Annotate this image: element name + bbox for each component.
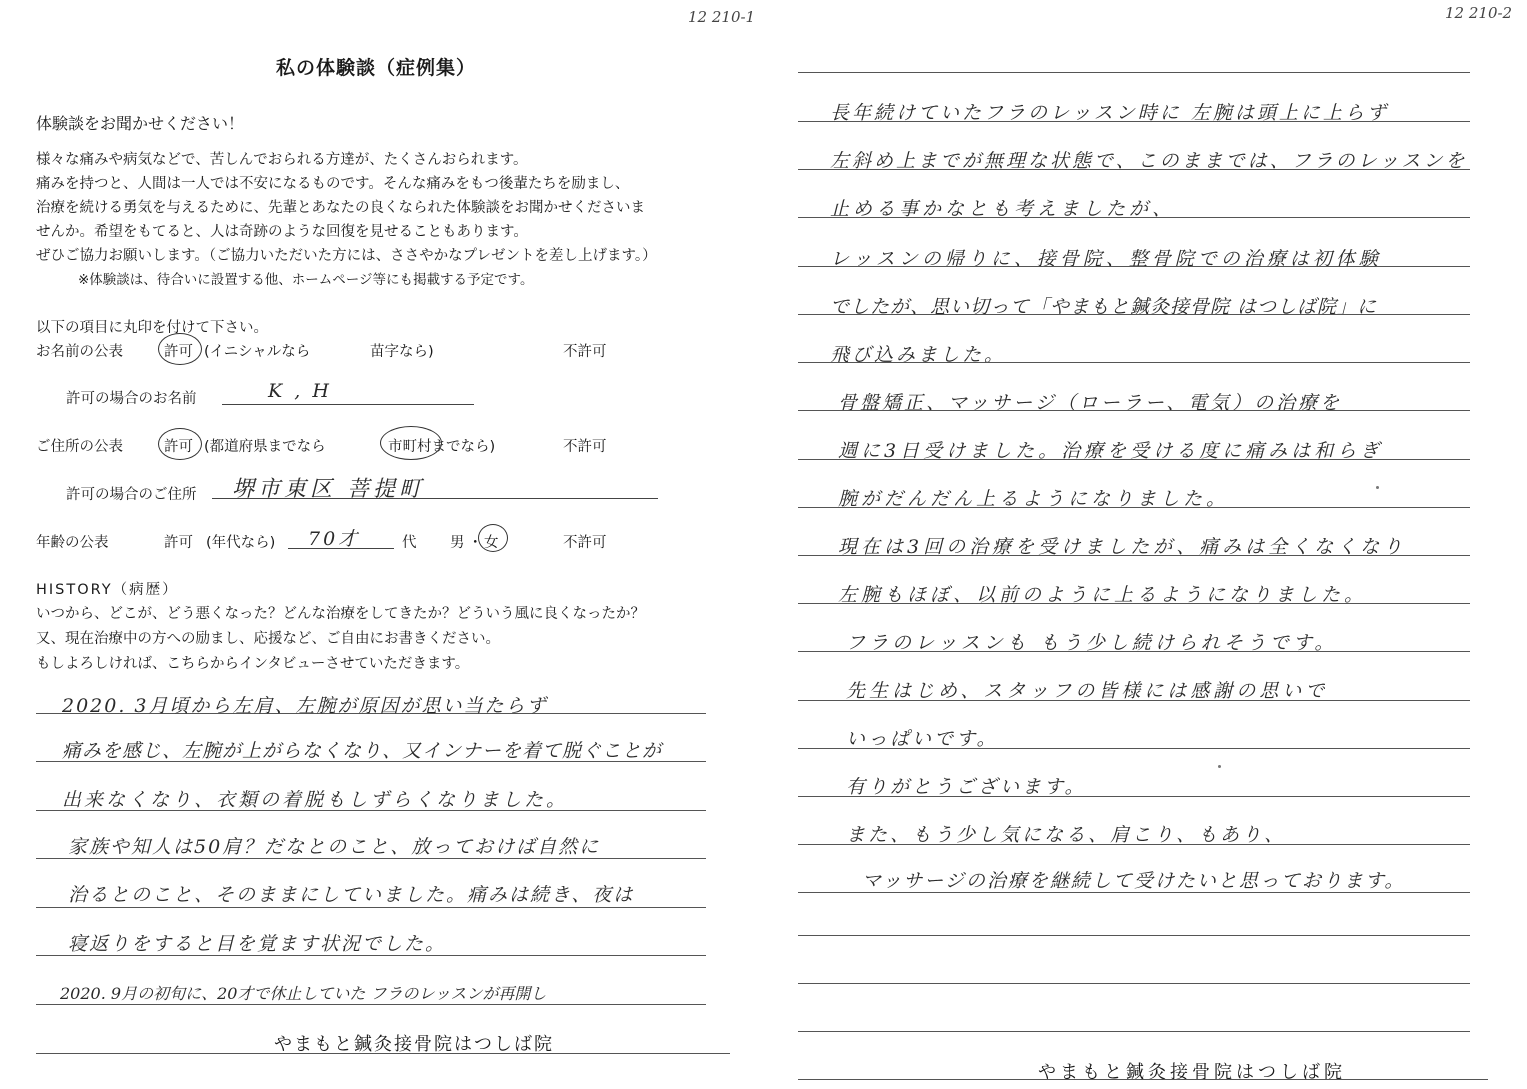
age-female-circle	[478, 524, 508, 552]
address-value-underline	[212, 498, 658, 499]
name-initial-option[interactable]: (イニシャルなら	[204, 344, 311, 360]
address-value[interactable]: 堺市東区 菩提町	[232, 477, 425, 502]
age-publish-label: 年齢の公表	[36, 535, 109, 551]
age-separator: ・	[468, 535, 483, 551]
right-footer-rule	[798, 1079, 1488, 1080]
handwritten-line: 出来なくなり、衣類の着脱もしずらくなりました。	[62, 789, 569, 811]
left-footer-rule	[36, 1053, 730, 1054]
page-title: 私の体験談（症例集）	[276, 57, 477, 79]
right-footer-clinic-name: やまもと鍼灸接骨院はつしば院	[1038, 1062, 1346, 1083]
history-heading: HISTORY（病歴）	[36, 582, 179, 598]
age-allow-option[interactable]: 許可	[164, 535, 193, 551]
intro-line: せんか。希望をもてると、人は奇跡のような回復を見せることもあります。	[36, 224, 528, 240]
right-page	[770, 0, 1527, 1089]
address-value-label: 許可の場合のご住所	[66, 487, 197, 503]
left-page-number: 12 210-1	[688, 8, 756, 26]
paper-speck	[1376, 486, 1379, 489]
history-prompt-line: 又、現在治療中の方への励まし、応援など、ご自由にお書きください。	[36, 631, 500, 647]
name-surname-option[interactable]: 苗字なら)	[370, 344, 434, 360]
intro-note: ※体験談は、待合いに設置する他、ホームページ等にも掲載する予定です。	[78, 272, 534, 288]
handwritten-line: 寝返りをすると目を覚ます状況でした。	[68, 933, 447, 955]
handwritten-line: レッスンの帰りに、接骨院、整骨院での治療は初体験	[830, 248, 1382, 270]
address-prefecture-option[interactable]: (都道府県までなら	[204, 439, 326, 455]
intro-line: ぜひご協力お願いします。（ご協力いただいた方には、ささやかなプレゼントを差し上げます。）	[36, 248, 657, 264]
handwritten-line: 左斜め上までが無理な状態で、このままでは、フラのレッスンを	[830, 150, 1468, 172]
handwritten-line: 週に3日受けました。治療を受ける度に痛みは和らぎ	[838, 440, 1384, 462]
name-value-label: 許可の場合のお名前	[66, 391, 197, 407]
age-value-underline	[288, 548, 394, 549]
handwritten-line: 先生はじめ、スタッフの皆様には感謝の思いで	[846, 680, 1329, 702]
intro-heading: 体験談をお聞かせください！	[36, 114, 245, 133]
history-prompt-line: いつから、どこが、どう悪くなった？どんな治療をしてきたか？どういう風に良くなったか？	[36, 606, 645, 622]
intro-line: 様々な痛みや病気などで、苦しんでおられる方達が、たくさんおられます。	[36, 152, 528, 168]
handwritten-line: また、もう少し気になる、肩こり、もあり、	[846, 824, 1287, 846]
age-value[interactable]: 70才	[308, 528, 361, 550]
handwritten-line: 現在は3回の治療を受けましたが、痛みは全くなくなり	[838, 536, 1407, 558]
address-allow-circle	[158, 428, 202, 460]
address-deny-option[interactable]: 不許可	[563, 439, 607, 455]
address-city-circle	[380, 426, 442, 460]
handwritten-line: 左腕もほぼ、以前のように上るようになりました。	[838, 584, 1368, 606]
handwritten-line: 止める事かなとも考えましたが、	[830, 198, 1176, 220]
handwritten-line: 長年続けていたフラのレッスン時に 左腕は頭上に上らず	[830, 102, 1389, 124]
intro-line: 痛みを持つと、人間は一人では不安になるものです。そんな痛みをもつ後輩たちを励まし、	[36, 176, 630, 192]
handwritten-line: フラのレッスンも もう少し続けられそうです。	[846, 632, 1338, 654]
age-dai-label: 代	[402, 535, 417, 551]
handwritten-line: いっぱいです。	[846, 728, 999, 750]
history-prompt-line: もしよろしければ、こちらからインタビューさせていただきます。	[36, 656, 470, 672]
name-allow-circle	[158, 333, 202, 365]
handwritten-line: 有りがとうございます。	[846, 776, 1087, 798]
name-deny-option[interactable]: 不許可	[563, 344, 607, 360]
address-publish-label: ご住所の公表	[36, 439, 123, 455]
handwritten-line: 痛みを感じ、左腕が上がらなくなり、又インナーを着て脱ぐことが	[62, 740, 663, 762]
address-allow-option[interactable]: 許可	[164, 439, 193, 455]
intro-line: 治療を続ける勇気を与えるために、先輩とあなたの良くなられた体験談をお聞かせくださいま	[36, 200, 645, 216]
age-male-option[interactable]: 男	[450, 535, 465, 551]
name-allow-option[interactable]: 許可	[164, 344, 193, 360]
handwritten-line: 2020. 9月の初旬に、20才で休止していた フラのレッスンが再開し	[60, 984, 547, 1003]
handwritten-line: マッサージの治療を継続して受けたいと思っております。	[862, 870, 1406, 892]
name-value[interactable]: K , H	[268, 380, 332, 402]
age-decade-option[interactable]: (年代なら)	[206, 535, 276, 551]
age-deny-option[interactable]: 不許可	[563, 535, 607, 551]
handwritten-line: 家族や知人は50肩？だなとのこと、放っておけば自然に	[68, 836, 601, 858]
handwritten-line: 2020. 3月頃から左肩、左腕が原因が思い当たらず	[62, 695, 548, 717]
handwritten-line: 治るとのこと、そのままにしていました。痛みは続き、夜は	[68, 884, 635, 906]
left-footer-clinic-name: やまもと鍼灸接骨院はつしば院	[274, 1034, 554, 1055]
handwritten-line: 骨盤矯正、マッサージ（ローラー、電気）の治療を	[838, 392, 1343, 414]
handwritten-line: 飛び込みました。	[830, 344, 1007, 366]
name-value-underline	[222, 404, 474, 405]
name-publish-label: お名前の公表	[36, 344, 123, 360]
right-page-number: 12 210-2	[1445, 4, 1513, 22]
left-page	[0, 0, 760, 1089]
age-female-option[interactable]: 女	[484, 535, 499, 551]
handwritten-line: 腕がだんだん上るようになりました。	[838, 488, 1230, 510]
form-instruction: 以下の項目に丸印を付けて下さい。	[36, 320, 268, 336]
handwritten-line: でしたが、思い切って「やまもと鍼灸接骨院 はつしば院」に	[830, 296, 1378, 318]
address-city-option[interactable]: 市町村までなら)	[388, 439, 496, 455]
paper-speck	[1218, 765, 1221, 768]
